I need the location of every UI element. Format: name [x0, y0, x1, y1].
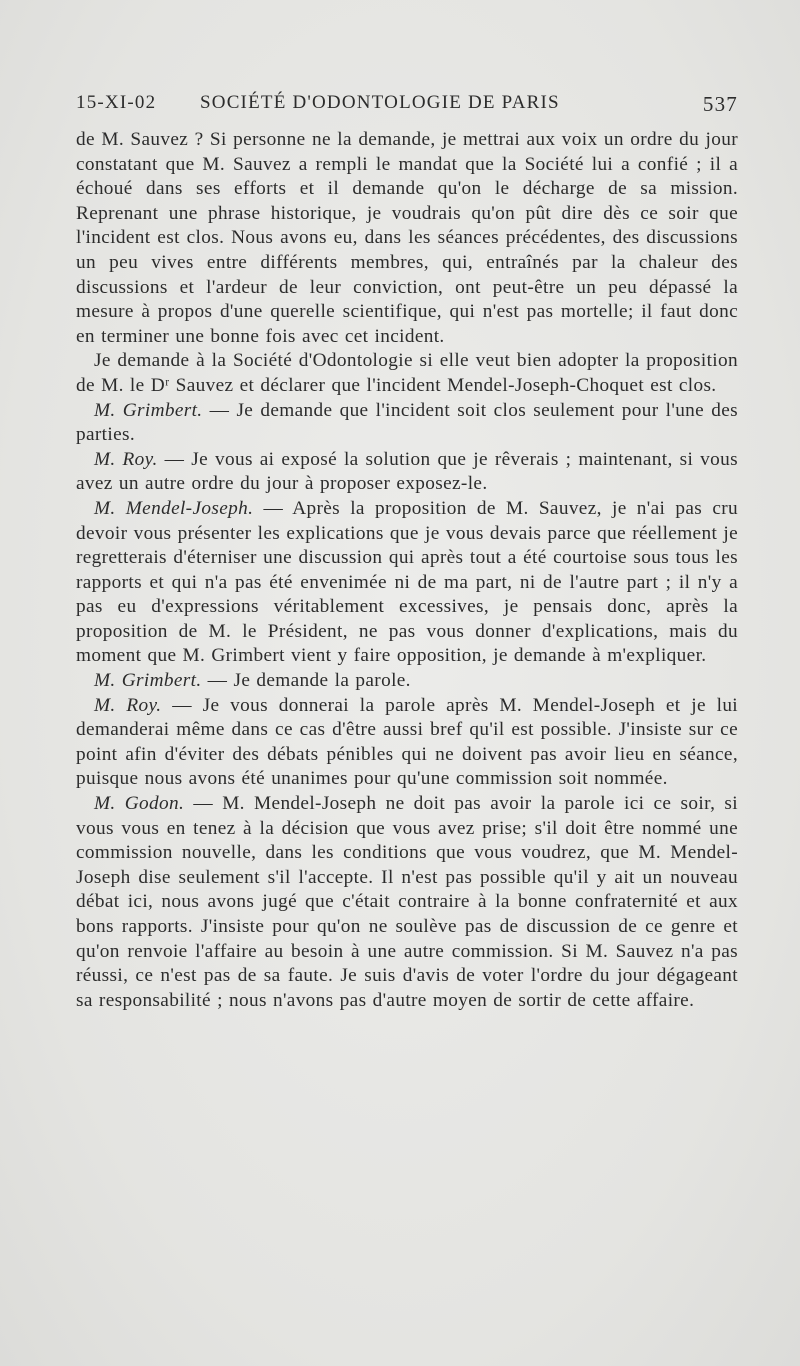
header-title: SOCIÉTÉ D'ODONTOLOGIE DE PARIS [200, 92, 560, 113]
paragraph-text: — M. Mendel-Joseph ne doit pas avoir la parole ici ce soir, si vous vous en tenez à la décision que vous avez prise; s'il doit être nommé une commission nouvelle, dans les conditions que vous voudrez, que M. Mendel-Joseph dise seulement s'il l'accepte. Il n'est pas possible qu'il y ait un nouveau débat ici, nous avons jugé que c'était contraire à la bonne confraternité et aux bons rapports. J'insiste pour qu'on ne soulève pas de discussion de ce genre et qu'on renvoie l'affaire au besoin à une autre commission. Si M. Sauvez n'a pas réussi, ce n'est pas de sa faute. Je suis d'avis de voter l'ordre du jour dégageant sa responsabilité ; nous n'avons pas d'autre moyen de sortir de cette affaire. [76, 793, 738, 1011]
paragraph-text: — Après la proposition de M. Sauvez, je n'ai pas cru devoir vous présenter les explications que je vous devais parce que réellement je regretterais d'éterniser une discussion qui après tout a été courtoise sous tous les rapports et qui n'a pas été envenimée ni de ma part, ni de l'autre part ; il n'y a pas eu d'expressions véritablement excessives, je pensais donc, après la proposition de M. le Président, ne pas vous donner d'explications, mais du moment que M. Grimbert vient y faire opposition, je demande à m'expliquer. [76, 497, 739, 667]
speaker-name: M. Grimbert. [94, 399, 203, 421]
paragraph-text: — Je vous donnerai la parole après M. Mendel-Joseph et je lui demanderai même dans ce cas d'être aussi bref qu'il est possible. J'insiste sur ce point afin d'éviter des débats pénibles qui ne doivent pas avoir lieu en séance, puisque nous avons été unanimes pour qu'une commission soit nommée. [76, 694, 739, 790]
paragraph-text: — Je vous ai exposé la solution que je rêverais ; maintenant, si vous avez un autre ordre du jour à proposer exposez-le. [76, 448, 738, 495]
paragraph [76, 497, 738, 669]
speaker-name: M. Roy. [94, 694, 162, 716]
speaker-name: M. Godon. [94, 793, 185, 815]
page-number: 537 [702, 92, 738, 116]
paragraph [76, 792, 738, 1013]
speaker-name: M. Grimbert. [94, 670, 202, 692]
speaker-name: M. Roy. [94, 448, 158, 470]
speaker-name: M. Mendel-Joseph. [94, 497, 254, 519]
paragraph [76, 128, 738, 349]
paragraph-text: — Je demande la parole. [207, 670, 411, 692]
header-date: 15-XI-02 [76, 92, 157, 113]
paragraph [76, 399, 738, 448]
paragraph-text: de M. Sauvez ? Si personne ne la demande, je mettrai aux voix un ordre du jour constatant que M. Sauvez a rempli le mandat que la Société lui a confié ; il a échoué dans ses efforts et il demande qu'on le décharge de sa mission. Reprenant une phrase historique, je voudrais qu'on pût dire dès ce soir que l'incident est clos. Nous avons eu, dans les séances précédentes, des discussions un peu vives entre différents membres, qui, entraînés par la chaleur des discussions et l'ardeur de leur conviction, ont peut-être un peu dépassé la mesure à propos d'une querelle scientifique, qui n'est pas mortelle; il faut donc en terminer une bonne fois avec cet incident. [76, 129, 738, 347]
paragraph [76, 669, 738, 694]
running-header [76, 92, 738, 122]
paragraph [76, 694, 738, 792]
paragraph-text: Je demande à la Société d'Odontologie si elle veut bien adopter la proposition de M. le Dʳ Sauvez et déclarer que l'incident Mendel-Joseph-Choquet est clos. [76, 350, 738, 396]
paragraph-text: — Je demande que l'incident soit clos seulement pour l'une des parties. [76, 399, 738, 446]
paragraph [76, 349, 738, 398]
page-body [76, 128, 738, 1013]
paragraph [76, 448, 738, 497]
